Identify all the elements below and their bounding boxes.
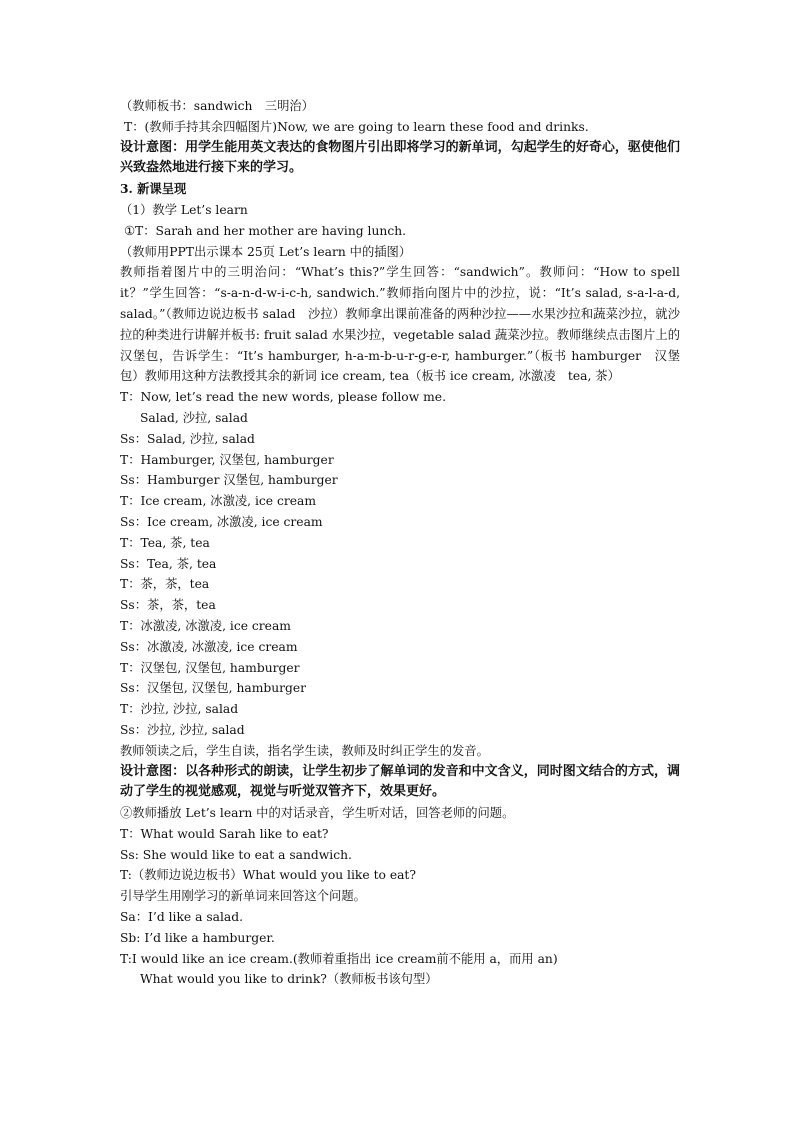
- dialogue-line: What would you like to drink?（教师板书该句型）: [140, 972, 438, 987]
- dialogue-line: T：Now, let’s read the new words, please follow me.: [120, 390, 446, 405]
- dialogue-line: T：冰激凌, 冰激凌, ice cream: [120, 618, 291, 633]
- dialogue-line: Ss：Hamburger 汉堡包, hamburger: [120, 473, 338, 488]
- dialogue-line: T:I would like an ice cream.(教师着重指出 ice cream前不能用 a，而用 an): [120, 951, 558, 966]
- teacher-line: T：(教师手持其余四幅图片)Now, we are going to learn these food and drinks.: [124, 119, 589, 134]
- instruction-line: 引导学生用刚学习的新单词来回答这个问题。: [120, 889, 366, 904]
- teacher-line: ①T：Sarah and her mother are having lunch.: [124, 223, 407, 238]
- dialogue-line: Sa：I’d like a salad.: [120, 910, 244, 925]
- dialogue-line: Ss：Tea, 茶, tea: [120, 556, 217, 571]
- board-note-sandwich: （教师板书：sandwich 三明治）: [120, 99, 314, 113]
- design-intent-1: 设计意图：用学生能用英文表达的食物图片引出即将学习的新单词，勾起学生的好奇心，驱使他们兴致盎然地进行接下来的学习。: [120, 139, 680, 176]
- instruction-line: ②教师播放 Let’s learn 中的对话录音，学生听对话，回答老师的问题。: [120, 806, 515, 821]
- dialogue-line: T：茶，茶，tea: [120, 577, 210, 592]
- dialogue-line: Sb: I’d like a hamburger.: [120, 930, 275, 945]
- dialogue-line: T：汉堡包, 汉堡包, hamburger: [120, 660, 300, 675]
- dialogue-line: Ss：冰激凌, 冰激凌, ice cream: [120, 639, 298, 654]
- dialogue-line: Ss：Ice cream, 冰激凌, ice cream: [120, 514, 323, 529]
- subsection-heading: （1）教学 Let’s learn: [120, 202, 248, 217]
- dialogue-line: Ss：Salad, 沙拉, salad: [120, 431, 255, 446]
- dialogue-line: T：Hamburger, 汉堡包, hamburger: [120, 452, 334, 467]
- dialogue-line: T：沙拉, 沙拉, salad: [120, 702, 239, 717]
- dialogue-line: Ss：汉堡包, 汉堡包, hamburger: [120, 681, 307, 696]
- instruction-line: （教师用PPT出示课本 25页 Let’s learn 中的插图）: [120, 244, 412, 259]
- instruction-line: 教师领读之后，学生自读，指名学生读，教师及时纠正学生的发音。: [120, 743, 489, 758]
- lesson-plan-text: [120, 96, 680, 990]
- dialogue-line: T:（教师边说边板书）What would you like to eat?: [120, 868, 416, 883]
- dialogue-line: T：Tea, 茶, tea: [120, 535, 210, 550]
- dialogue-line: Ss: She would like to eat a sandwich.: [120, 847, 352, 862]
- dialogue-line: Ss：茶，茶，tea: [120, 598, 216, 613]
- dialogue-line: Ss：沙拉, 沙拉, salad: [120, 722, 245, 737]
- dialogue-line: Salad, 沙拉, salad: [140, 410, 248, 425]
- section-heading: 3. 新课呈现: [120, 181, 187, 197]
- dialogue-line: T：What would Sarah like to eat?: [120, 826, 329, 841]
- design-intent-2: 设计意图：以各种形式的朗读，让学生初步了解单词的发音和中文含义，同时图文结合的方式，调动了学生的视觉感观，视觉与听觉双管齐下，效果更好。: [120, 763, 680, 800]
- teaching-paragraph: 教师指着图片中的三明治问：“What’s this?”学生回答：“sandwich”。教师问：“How to spell it？”学生回答：“s-a-n-d-w-i-c-h, sandwich.”教师指向图片中的沙拉，说：“It’s salad, s-a-l-a-d, salad。”（教师边说边板书 salad 沙拉）教师拿出课前准备的两种沙拉——水果沙拉和蔬菜沙拉，就沙拉的种类进行讲解并板书: fruit salad 水果沙拉，vegetable salad 蔬菜沙拉。教师继续点击图片上的汉堡包，告诉学生：“It’s hamburger, h-a-m-b-u-r-g-e-r, hamburger.”（板书 hamburger 汉堡包）教师用这种方法教授其余的新词 ice cream, tea（板书 ice cream, 冰激凌 tea, 茶）: [120, 265, 680, 384]
- dialogue-line: T：Ice cream, 冰激凌, ice cream: [120, 494, 317, 509]
